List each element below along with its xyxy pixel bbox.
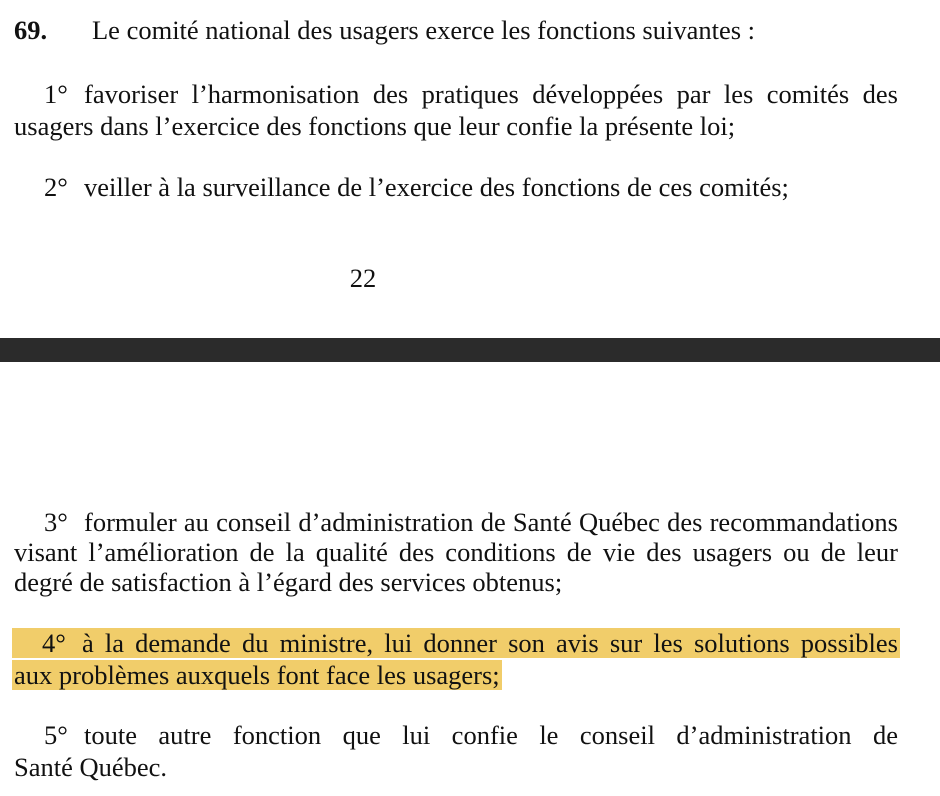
page-number: 22 <box>349 263 377 293</box>
item-marker: 2° <box>44 172 68 202</box>
item-marker: 4° <box>42 628 66 658</box>
item-marker: 1° <box>44 79 68 109</box>
list-item-5-line-1 <box>14 719 898 751</box>
item-text: toute autre fonction que lui confie le conseil d’administration de <box>84 720 898 750</box>
item-text: favoriser l’harmonisation des pratiques développées par les comités des <box>84 79 898 109</box>
list-item-1-line-1 <box>14 78 898 110</box>
page-break-bar <box>0 338 940 362</box>
item-text: Santé Québec. <box>14 752 168 782</box>
list-item-5-line-2 <box>14 751 898 783</box>
list-item-4-line-2 <box>14 659 898 691</box>
item-text: degré de satisfaction à l’égard des services obtenus; <box>14 567 563 597</box>
list-item-1-line-2 <box>14 110 898 142</box>
list-item-4-line-1 <box>14 627 898 659</box>
item-text: visant l’amélioration de la qualité des conditions de vie des usagers ou de leur <box>14 537 898 567</box>
highlighted-passage <box>12 628 900 658</box>
item-marker: 3° <box>44 507 68 537</box>
item-marker: 5° <box>44 720 68 750</box>
article-intro: Le comité national des usagers exerce les fonctions suivantes : <box>92 15 756 45</box>
item-text: veiller à la surveillance de l’exercice des fonctions de ces comités; <box>84 172 789 202</box>
item-text: usagers dans l’exercice des fonctions que leur confie la présente loi; <box>14 111 736 141</box>
article-number: 69. <box>14 15 48 45</box>
article-heading <box>14 14 898 46</box>
highlighted-passage <box>12 660 502 690</box>
item-text: formuler au conseil d’administration de Santé Québec des recommandations <box>84 507 898 537</box>
list-item-3-line-1 <box>14 506 898 538</box>
item-text: aux problèmes auxquels font face les usagers; <box>14 660 500 690</box>
item-text: à la demande du ministre, lui donner son avis sur les solutions possibles <box>82 628 898 658</box>
list-item-2-line-1 <box>14 171 898 203</box>
list-item-3-line-2 <box>14 536 898 568</box>
list-item-3-line-3 <box>14 566 898 598</box>
